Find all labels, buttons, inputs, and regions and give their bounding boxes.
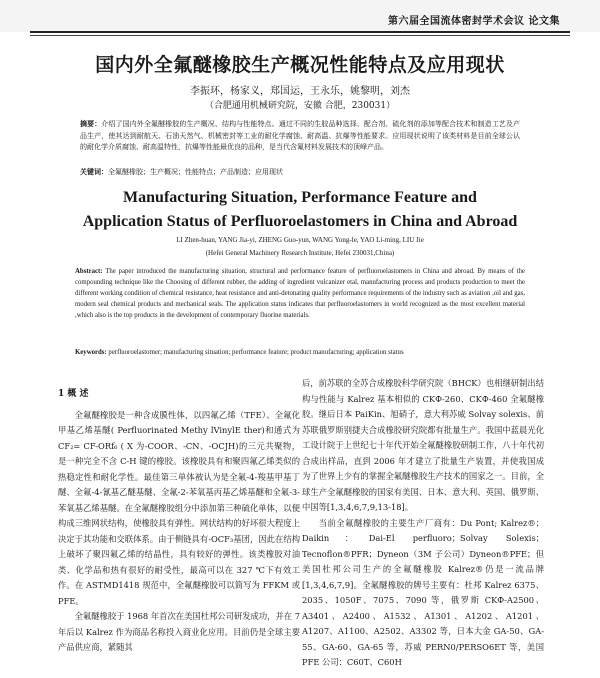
cn-keywords-text: 全氟醚橡胶；生产概况；性能特点；产品制造；应用现状 xyxy=(108,168,283,176)
body-column-left xyxy=(58,375,300,656)
running-head: 第六届全国流体密封学术会议 论文集 xyxy=(388,16,560,27)
en-keywords-text: perfluoroelastomer; manufacturing situation; performance feature; product manufacturing; application status xyxy=(108,349,404,356)
en-keywords xyxy=(75,348,525,358)
section-heading: 1 概 述 xyxy=(58,389,89,399)
en-abstract-text: The paper introduced the manufacturing situation, structural and performance feature of perfluoroelastomers in China and abroad. By means of the compounding technique like the Choosing of different rubber, the adding of ingredient vulcanizer etal, manufacturing process and products production to meet the different working condition of chemical resistance, heat resistance and anti-detonating quality performance requirements of the industry such as aviation ,oil and gas, modern seal chemical products and mechanical seals. The application status indicates that perfluoroelastomers in world recognized as the most excellent material ,which also is the top products in the development of contemporary fluorine materials. xyxy=(75,268,525,319)
en-abstract-label: Abstract: xyxy=(75,268,103,275)
en-title-line2: Application Status of Perfluoroelastomers in China and Abroad xyxy=(82,213,518,230)
cn-abstract xyxy=(80,118,520,154)
header-rule-thick xyxy=(30,31,570,33)
en-affiliation: (Hefei General Machinery Research Institute, Hefei 230031,China) xyxy=(205,249,395,257)
body-paragraph: 当前全氟醚橡胶的主要生产厂商有：Du Pont; Kalrez®；Daikin：Dai-El perfluoro；Solvay Solexis；Tecnoflon®PFR；Dyneon（3M 子公司）Dyneon®PFE；但美国杜邦公司生产的全氟醚橡胶 Kalrez®仍是一流品牌[1,3,4,6,7,9]。全氟醚橡胶的牌号主要有：杜邦 Kalrez 6375、2035、1050F、7075、7090 等，俄罗斯 CKФ-A2500、A3401、A2400、A1532、A1301、A1202、A1201、A1207、A1100、A2502、A3302 等，日本大金 GA-50、GA-55、GA-60、GA-65 等，苏威 PERN0/PERSO6ET 等，美国 PFE 公司：C60T、C60H xyxy=(302,517,544,667)
en-title-line1: Manufacturing Situation, Performance Feature and xyxy=(123,189,477,206)
en-title xyxy=(0,186,600,234)
cn-title: 国内外全氟醚橡胶生产概况性能特点及应用现状 xyxy=(95,54,505,76)
body-paragraph: 全氟醚橡胶是一种含成膜性体，以四氟乙烯（TFE）、全氟化甲基乙烯基醚( Perfluorinated Methy lVinylE ther)和通式为 CF₂= CF-ORf₆ ( X 为-COOR、-CN、-OCJH)的三元共聚物，是一种完全不含 C-H 键的橡胶。该橡胶具有和聚四氟乙烯类似的热稳定性和耐化学性。最佳第三单体被认为是全氟-4-羧基甲基丁醚、全氟-4-氰基乙醚基醚、全氟-2-苯氧基丙基乙烯基醚和全氟-3-苯氧基乙烯基醚。在全氟醚橡胶组分中添加第三种硫化单体，以便构成三维网状结构，使橡胶具有弹性。网状结构的好坏很大程度上决定于其功能和交联体系。由于侧链具有-OCF₃基团，因此在结构上破坏了聚四氟乙烯的结晶性，具有较好的弹性。该类橡胶对油类、化学品和热有很好的耐受性，最高可以在 327 ℃下有效工作。在 ASTMD1418 规范中，全氟醚橡胶可以简写为 FFKM 或 PFE。 xyxy=(58,409,300,606)
cn-keywords xyxy=(80,166,520,178)
en-abstract xyxy=(75,266,525,321)
body-paragraph: 全氟醚橡胶于 1968 年首次在美国杜邦公司研发成功，并在 7 年后以 Kalrez 作为商品名称投入商业化应用。目前仍是全球主要产品供应商，紧随其 xyxy=(58,611,300,652)
en-authors: LI Zhen-huan, YANG Jia-yi, ZHENG Guo-yun, WANG Yong-le, YAO Li-ming, LIU Jie xyxy=(176,236,424,244)
cn-abstract-label: 摘要： xyxy=(80,119,102,128)
cn-keywords-label: 关键词： xyxy=(80,167,108,176)
en-keywords-label: Keywords: xyxy=(75,349,107,356)
header-rule-thin xyxy=(30,35,570,36)
body-paragraph: 后，前苏联的全苏合成橡胶科学研究院（BHCK）也相继研制出结构与性能与 Kalrez 基本相似的 CKФ-260、CKФ-460 全氟醚橡胶。继后日本 PaiKin、旭硝子，意大利苏威 Solvay solexis、前苏联俄罗斯别捷夫合成橡胶研究院都有批量生产。我国中蓝晨光化工设计院于上世纪七十年代开始全氟醚橡胶研制工作，八十年代初合成出样品，直到 2006 年才建立了批量生产装置，并使我国成为了世界上少有的掌握全氟醚橡胶生产技术的国家之一。目前，全球生产全氟醚橡胶的国家有美国、日本、意大利、英国、俄罗斯、中国等[1,3,4,6,7,9,13-18]。 xyxy=(302,378,544,512)
cn-affiliation: （合肥通用机械研究院，安徽 合肥，230031） xyxy=(204,101,396,111)
cn-abstract-text: 介绍了国内外全氟醚橡胶的生产概况、结构与性能特点。通过不同的生胶品种选择、配合剂、硫化剂的添加等配合技术和制造工艺及产品生产，使其达到耐航天、石油天然气、机械密封等工业的耐化学腐蚀、耐高温、抗爆等性能要求。应用现状说明了该类材料是目前全球公认的耐化学介质腐蚀、耐高温特性，抗爆等性能最优良的品种，是当代含氟材料发展技术的顶峰产品。 xyxy=(80,120,520,151)
cn-authors: 李振环，杨家义，郑国运，王永乐，姚黎明，刘杰 xyxy=(190,86,410,97)
body-column-right xyxy=(302,376,544,671)
